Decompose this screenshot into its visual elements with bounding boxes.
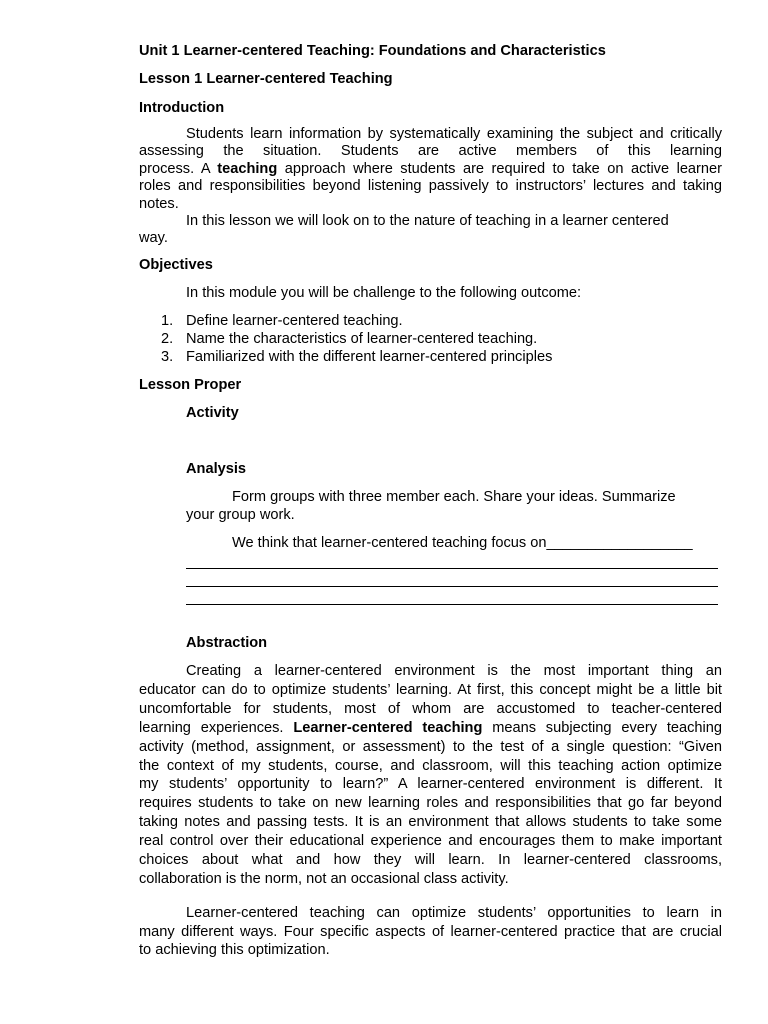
lesson-proper-heading: Lesson Proper <box>139 377 242 393</box>
abstraction-line: many different ways. Four specific aspects of learner-centered practice that are crucial <box>139 923 722 940</box>
answer-line <box>186 604 718 605</box>
intro-line: assessing the situation. Students are active members of this learning <box>139 143 722 160</box>
abstraction-line: uncomfortable for students, most of whom are accustomed to teacher-centered <box>139 700 722 717</box>
abstraction-line: Learner-centered teaching can optimize students’ opportunities to learn in <box>186 905 722 921</box>
abstraction-line: choices about what and how they will learn. In learner-centered classrooms, <box>139 852 722 869</box>
abstraction-line: activity (method, assignment, or assessment) to the test of a single question: “Given <box>139 738 722 755</box>
abstraction-line: educator can do to optimize students’ learning. At first, this concept might be a little bit <box>139 681 722 698</box>
abstraction-line: real control over their educational experience and encourages them to make important <box>139 833 722 850</box>
abstraction-line: requires students to take on new learning roles and responsibilities that go far beyond <box>139 795 722 812</box>
objectives-intro: In this module you will be challenge to the following outcome: <box>186 285 582 301</box>
abstraction-paragraph <box>139 662 722 889</box>
abstraction-line: taking notes and passing tests. It is an environment that allows students to take some <box>139 814 722 831</box>
introduction-heading: Introduction <box>139 100 225 116</box>
list-item: 3. Familiarized with the different learner-centered principles <box>161 349 553 365</box>
objectives-heading: Objectives <box>139 257 213 273</box>
abstraction-heading: Abstraction <box>186 635 268 651</box>
intro-line: way. <box>139 230 168 247</box>
intro-line: In this lesson we will look on to the nature of teaching in a learner centered <box>186 213 669 230</box>
abstraction-line: Creating a learner-centered environment is the most important thing an <box>186 663 722 679</box>
abstraction-paragraph-2 <box>139 904 722 960</box>
lesson-title: Lesson 1 Learner-centered Teaching <box>139 71 393 87</box>
analysis-text: Form groups with three member each. Share your ideas. Summarize <box>232 489 676 505</box>
list-item: 1. Define learner-centered teaching. <box>161 313 403 329</box>
intro-line: notes. <box>139 195 179 212</box>
answer-line <box>186 586 718 587</box>
introduction-paragraph <box>139 126 722 248</box>
list-item: 2. Name the characteristics of learner-centered teaching. <box>161 331 538 347</box>
focus-prompt: We think that learner-centered teaching focus on__________________ <box>232 535 693 551</box>
unit-title: Unit 1 Learner-centered Teaching: Foundations and Characteristics <box>139 43 606 59</box>
abstraction-line: learning experiences. Learner-centered teaching means subjecting every teaching <box>139 719 723 736</box>
abstraction-line: collaboration is the norm, not an occasional class activity. <box>139 870 509 887</box>
intro-line: process. A teaching approach where students are required to take on active learner <box>139 160 723 177</box>
intro-line: roles and responsibilities beyond listening passively to instructors’ lectures and taking <box>139 178 722 195</box>
intro-line: Students learn information by systematically examining the subject and critically <box>186 126 722 142</box>
analysis-heading: Analysis <box>186 461 247 477</box>
abstraction-line: my students’ opportunity to learn?” A learner-centered environment is different. It <box>139 776 722 793</box>
objectives-list <box>139 312 552 366</box>
abstraction-line: the context of my students, course, and classroom, will this teaching action optimize <box>139 757 722 774</box>
abstraction-line: to achieving this optimization. <box>139 942 330 959</box>
answer-line <box>186 568 718 569</box>
activity-heading: Activity <box>186 405 239 421</box>
analysis-text: your group work. <box>186 507 295 523</box>
